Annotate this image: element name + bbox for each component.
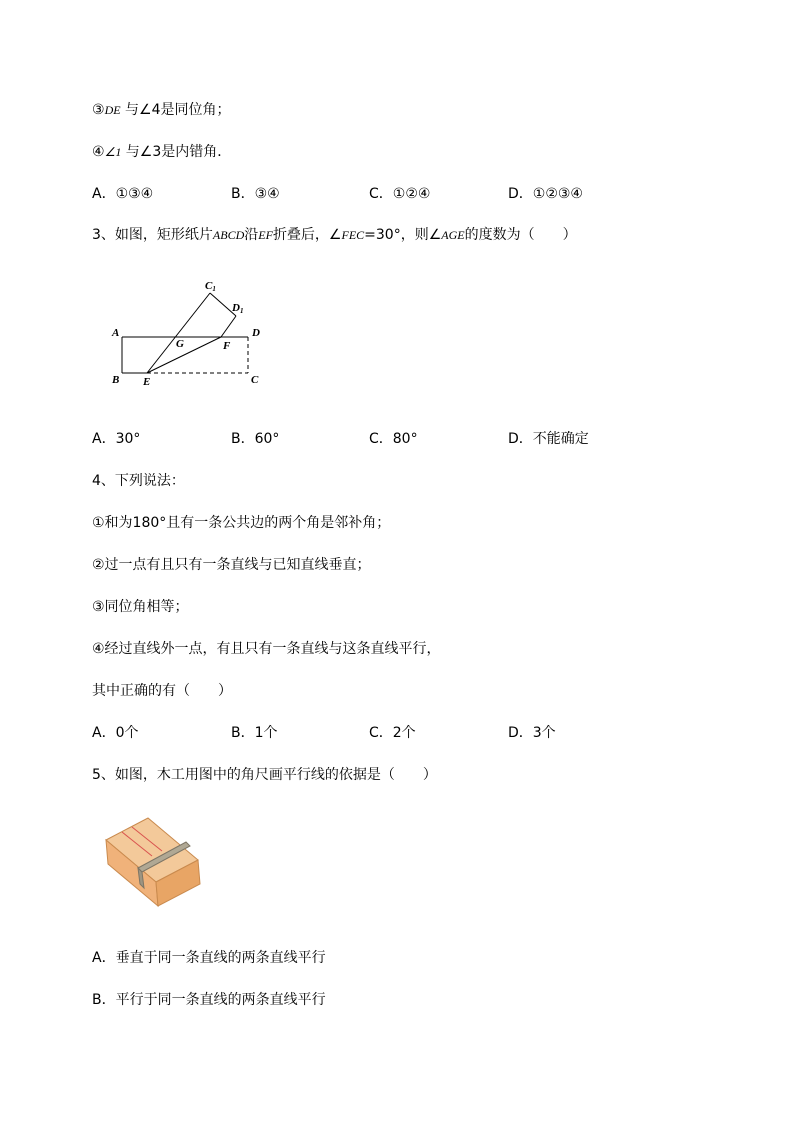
q4-question: 其中正确的有（ ） (92, 683, 232, 699)
q4-stem: 4、下列说法： (92, 473, 185, 489)
q5-option-b[interactable]: B．平行于同一条直线的两条直线平行 (92, 992, 326, 1008)
q2-option-a[interactable]: A．①③④ (92, 186, 154, 202)
label-c: C (251, 374, 259, 386)
segment-ec1 (147, 293, 210, 373)
q4-option-a[interactable]: A．0个 (92, 725, 139, 741)
label-e: E (143, 376, 151, 388)
q5-option-a[interactable]: A．垂直于同一条直线的两条直线平行 (92, 950, 326, 966)
segment-d1f (221, 316, 236, 337)
label-f: F (223, 340, 231, 352)
q4-statement-1: ①和为180°且有一条公共边的两个角是邻补角； (92, 515, 391, 531)
q3-option-a[interactable]: A．30° (92, 431, 141, 447)
q4-statement-2: ②过一点有且只有一条直线与已知直线垂直； (92, 557, 371, 573)
q4-statement-3: ③同位角相等； (92, 599, 189, 615)
label-b: B (112, 374, 120, 386)
label-d1: D1 (232, 302, 244, 315)
q2-statement-3: ③DE 与∠4是同位角； (92, 102, 231, 118)
label-a: A (112, 327, 120, 339)
q2-statement-4: ④∠1 与∠3是内错角． (92, 144, 232, 160)
q4-option-b[interactable]: B．1个 (231, 725, 278, 741)
q3-option-b[interactable]: B．60° (231, 431, 280, 447)
q3-option-d[interactable]: D．不能确定 (508, 431, 589, 447)
q4-statement-4: ④经过直线外一点，有且只有一条直线与这条直线平行， (92, 641, 441, 657)
segment-ef (147, 337, 221, 373)
label-g: G (176, 338, 184, 350)
label-c1: C1 (205, 280, 216, 293)
q2-option-c[interactable]: C．①②④ (369, 186, 431, 202)
q5-stem: 5、如图，木工用图中的角尺画平行线的依据是（ ） (92, 767, 437, 783)
q2-option-d[interactable]: D．①②③④ (508, 186, 583, 202)
q3-option-c[interactable]: C．80° (369, 431, 418, 447)
q4-option-c[interactable]: C．2个 (369, 725, 416, 741)
q5-carpenter-square-figure (100, 810, 210, 910)
q3-stem: 3、如图，矩形纸片ABCD沿EF折叠后，∠FEC=30°，则∠AGE的度数为（ ） (92, 227, 577, 243)
q3-folded-rectangle-figure (100, 275, 280, 395)
q4-option-d[interactable]: D．3个 (508, 725, 556, 741)
q2-option-b[interactable]: B．③④ (231, 186, 280, 202)
label-d: D (252, 327, 260, 339)
